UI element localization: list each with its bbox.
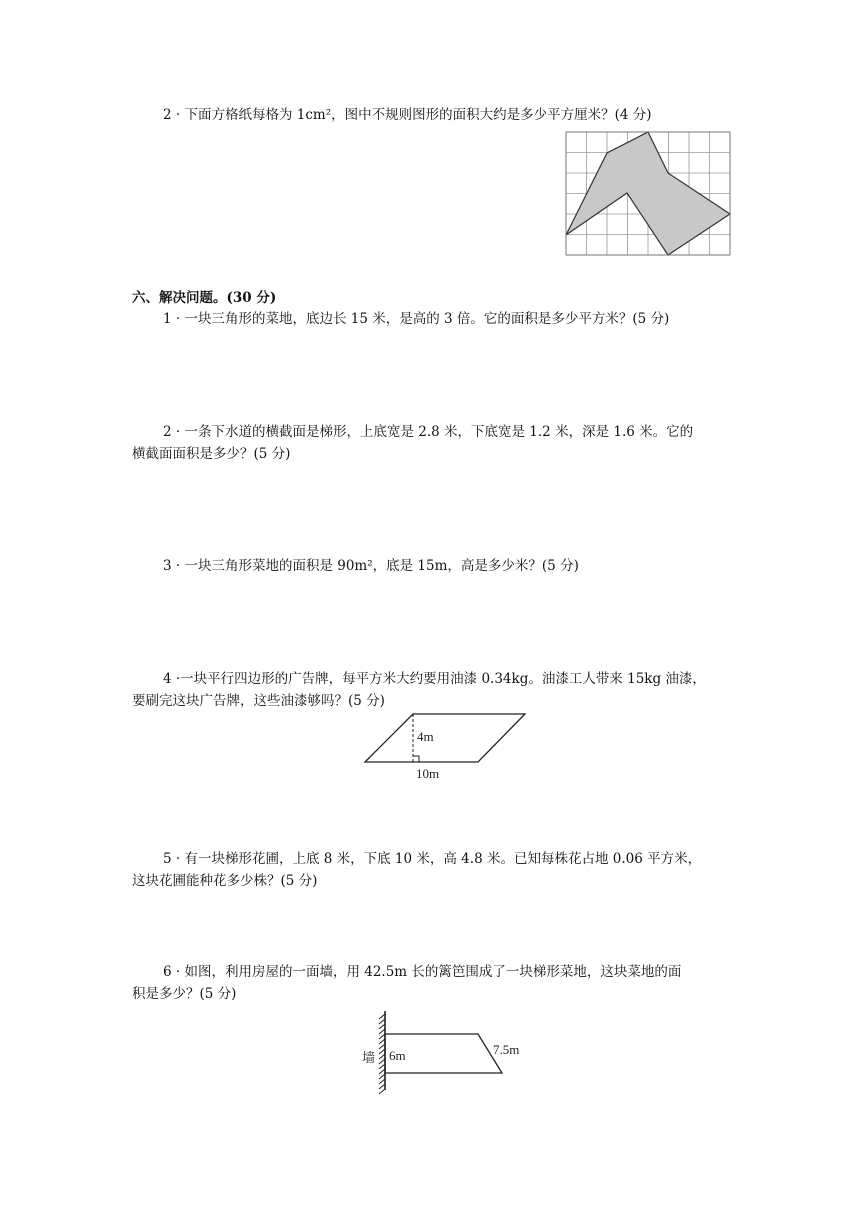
question-6-3-text: 3 · 一块三角形菜地的面积是 90m²，底是 15m，高是多少米？(5 分) (163, 558, 579, 574)
height-label: 4m (417, 729, 434, 744)
wall-hatch-stroke (379, 1054, 385, 1059)
wall-hatch-stroke (379, 1049, 385, 1054)
question-6-6-line1: 6 · 如图，利用房屋的一面墙，用 42.5m 长的篱笆围成了一块梯形菜地，这块菜地的面 (163, 964, 682, 980)
right-angle-mark (413, 756, 419, 762)
wall-label: 墙 (362, 1050, 376, 1065)
question-6-4-line2: 要刷完这块广告牌，这些油漆够吗？(5 分) (132, 693, 385, 709)
wall-hatch-stroke (379, 1064, 385, 1069)
height-label: 6m (389, 1048, 406, 1063)
question-6-2-line2: 横截面面积是多少？(5 分) (132, 446, 291, 462)
wall-hatch-stroke (379, 1074, 385, 1079)
wall-hatch-stroke (379, 1059, 385, 1064)
wall-hatch-stroke (379, 1024, 385, 1029)
wall-hatch-stroke (379, 1079, 385, 1084)
wall-hatching (379, 1014, 385, 1094)
wall-hatch-stroke (379, 1014, 385, 1019)
wall-hatch-stroke (379, 1069, 385, 1074)
parallelogram (365, 714, 525, 762)
wall-hatch-stroke (379, 1089, 385, 1094)
question-6-5-line2: 这块花圃能种花多少株？(5 分) (132, 873, 318, 889)
wall-hatch-stroke (379, 1039, 385, 1044)
section-six-heading: 六、解决问题。(30 分) (132, 290, 277, 306)
wall-hatch-stroke (379, 1084, 385, 1089)
wall-hatch-stroke (379, 1044, 385, 1049)
question-6-2-line1: 2 · 一条下水道的横截面是梯形，上底宽是 2.8 米，下底宽是 1.2 米，深是 1.6 米。它的 (163, 424, 694, 440)
question-6-5-line1: 5 · 有一块梯形花圃，上底 8 米，下底 10 米，高 4.8 米。已知每株花占地 0.06 平方米， (163, 851, 702, 867)
question-5-2-text: 2 · 下面方格纸每格为 1cm²，图中不规则图形的面积大约是多少平方厘米？(4 分) (163, 107, 652, 123)
slant-side-label: 7.5m (493, 1042, 520, 1057)
question-6-4-line1: 4 ·一块平行四边形的广告牌，每平方米大约要用油漆 0.34kg。油漆工人带来 15kg 油漆， (163, 671, 706, 687)
irregular-shape-grid-figure (566, 132, 732, 256)
parallelogram-figure (360, 710, 530, 785)
wall-hatch-stroke (379, 1029, 385, 1034)
wall-trapezoid-figure (355, 1008, 540, 1093)
question-6-1-text: 1 · 一块三角形的菜地，底边长 15 米，是高的 3 倍。它的面积是多少平方米？(5 分) (163, 311, 670, 327)
wall-hatch-stroke (379, 1019, 385, 1024)
base-label: 10m (416, 766, 440, 781)
question-6-6-line2: 积是多少？(5 分) (132, 986, 237, 1002)
wall-hatch-stroke (379, 1034, 385, 1039)
